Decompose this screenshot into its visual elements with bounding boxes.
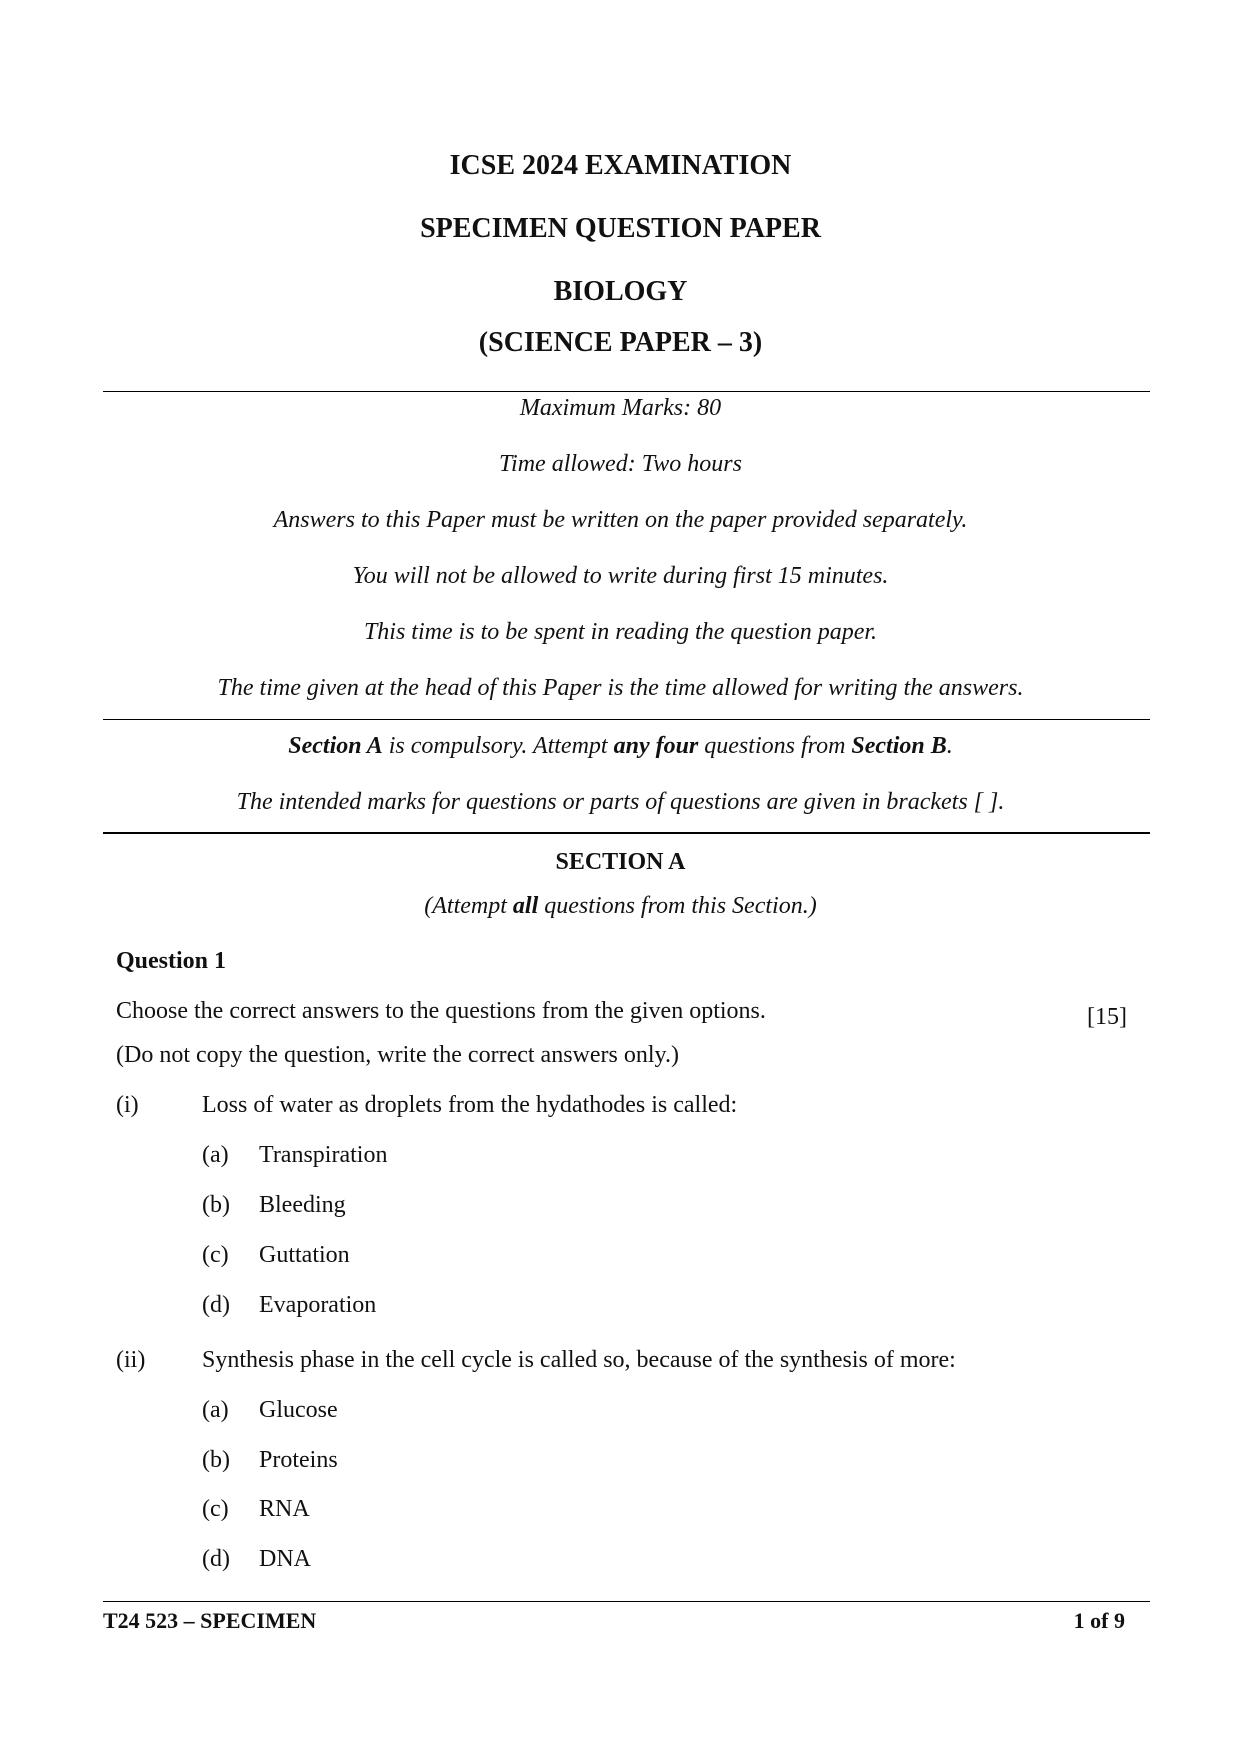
paper-type: SPECIMEN QUESTION PAPER (420, 213, 821, 244)
reading-instruction: This time is to be spent in reading the question paper. (363, 619, 878, 645)
marks-badge: [15] (1087, 1004, 1127, 1030)
option-letter: (b) (202, 1447, 230, 1473)
option-letter: (c) (202, 1496, 229, 1522)
option-letter: (a) (202, 1397, 229, 1423)
time-given-instruction: The time given at the head of this Paper is the time allowed for writing the answers. (217, 675, 1024, 701)
compulsory-text: is compulsory. Attempt (382, 733, 614, 759)
subject-title: BIOLOGY (553, 276, 688, 307)
compulsory-instruction (0, 733, 1241, 760)
period: . (946, 733, 953, 759)
option-letter: (c) (202, 1242, 229, 1268)
exam-title: ICSE 2024 EXAMINATION (449, 150, 792, 181)
note-prefix: (Attempt (424, 893, 513, 919)
brackets-instruction: The intended marks for questions or parts of questions are given in brackets [ ]. (236, 789, 1005, 815)
questions-from-text: questions from (698, 733, 852, 759)
option-text: Bleeding (259, 1192, 346, 1218)
option-text: Guttation (259, 1242, 350, 1268)
section-b-ref: Section B (851, 733, 947, 759)
option-letter: (d) (202, 1292, 230, 1318)
page-number: 1 of 9 (1073, 1608, 1125, 1633)
option-letter: (b) (202, 1192, 230, 1218)
question-instruction: Choose the correct answers to the questions from the given options. (116, 998, 766, 1024)
section-a-ref: Section A (288, 733, 383, 759)
paper-code: T24 523 – SPECIMEN (103, 1608, 317, 1633)
part-number: (ii) (116, 1347, 146, 1373)
divider-middle (103, 719, 1150, 720)
option-text: Glucose (259, 1397, 338, 1423)
note-suffix: questions from this Section.) (538, 893, 817, 919)
option-text: DNA (259, 1546, 311, 1572)
question-note: (Do not copy the question, write the correct answers only.) (116, 1042, 679, 1068)
option-letter: (a) (202, 1142, 229, 1168)
max-marks: Maximum Marks: 80 (519, 395, 722, 421)
question-title: Question 1 (116, 948, 227, 974)
time-allowed: Time allowed: Two hours (499, 451, 742, 477)
option-letter: (d) (202, 1546, 230, 1572)
all-emphasis: all (512, 893, 539, 919)
divider-bottom (103, 832, 1150, 834)
option-text: Evaporation (259, 1292, 377, 1318)
divider-top (103, 391, 1150, 392)
part-text: Synthesis phase in the cell cycle is called so, because of the synthesis of more: (202, 1347, 956, 1373)
answers-instruction: Answers to this Paper must be written on the paper provided separately. (273, 507, 968, 533)
paper-number: (SCIENCE PAPER – 3) (478, 327, 763, 358)
option-text: RNA (259, 1496, 310, 1522)
section-a-heading: SECTION A (555, 849, 686, 875)
footer-divider (103, 1601, 1150, 1602)
option-text: Transpiration (259, 1142, 388, 1168)
no-write-instruction: You will not be allowed to write during first 15 minutes. (352, 563, 889, 589)
part-number: (i) (116, 1092, 139, 1118)
option-text: Proteins (259, 1447, 338, 1473)
section-a-note (0, 893, 1241, 920)
any-four-emphasis: any four (613, 733, 699, 759)
part-text: Loss of water as droplets from the hydathodes is called: (202, 1092, 738, 1118)
